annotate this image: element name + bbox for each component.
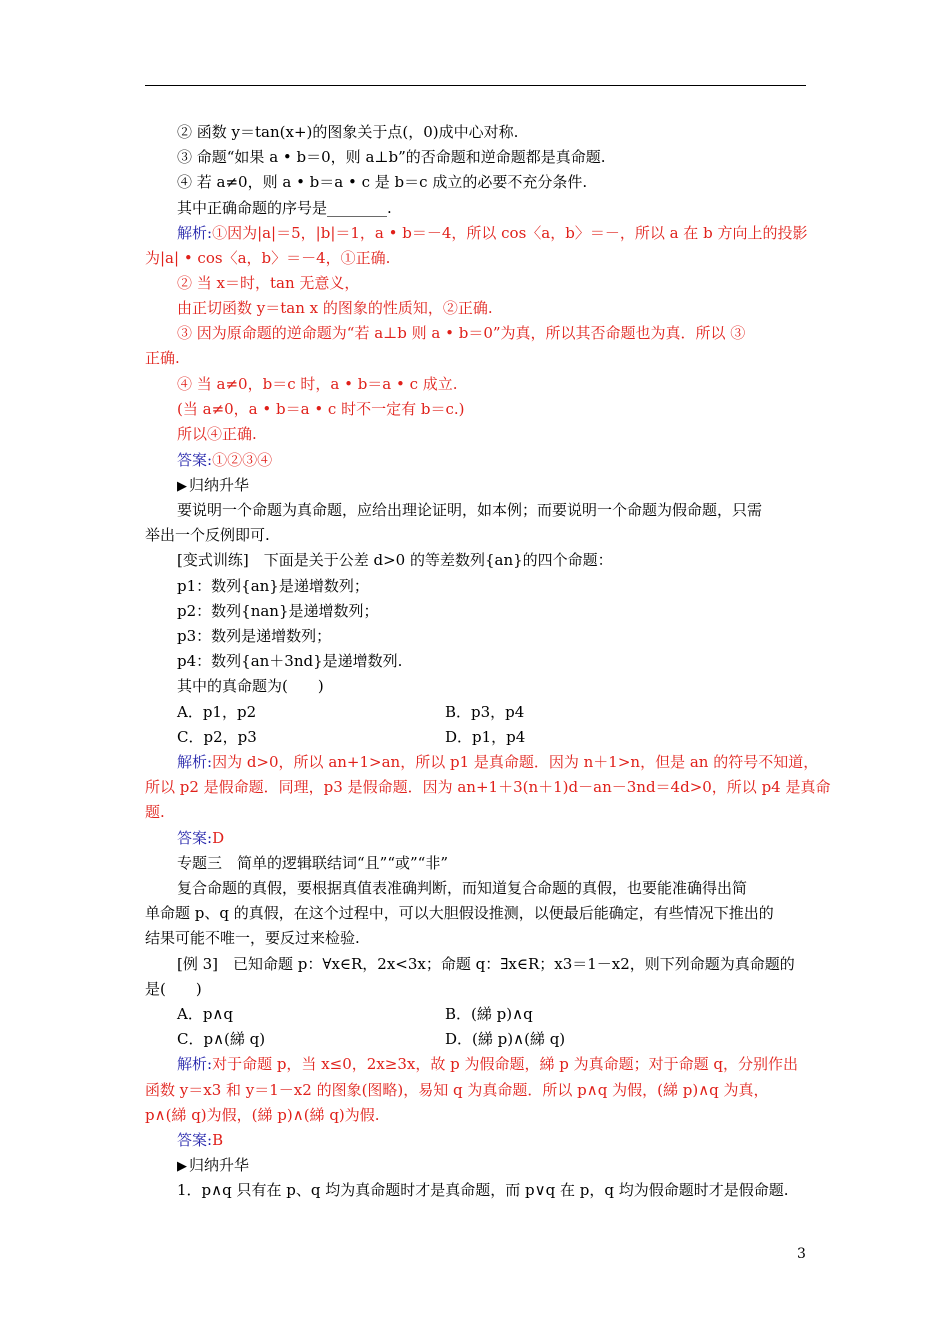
text-line [177,1029,265,1049]
text-line [177,374,458,394]
text-line [177,399,465,419]
text-line [145,525,270,545]
line-text: 归纳升华 [189,476,250,494]
line-text: 要说明一个命题为真命题，应给出理论证明，如本例；而要说明一个命题为假命题，只需 [177,501,763,519]
triangle-icon: ▶ [177,479,187,494]
line-text: C．p∧(綈 q) [177,1030,266,1048]
text-line [145,248,390,268]
line-label: 解析: [177,1055,213,1073]
text-line [145,979,202,999]
line-text: ② 函数 y＝tan(x+)的图象关于点(，0)成中心对称. [177,123,519,141]
line-text: A．p∧q [177,1005,234,1023]
line-text: 由正切函数 y＝tan x 的图象的性质知，②正确. [177,299,493,317]
line-text: 1．p∧q 只有在 p、q 均为真命题时才是真命题，而 p∨q 在 p，q 均为假命题时才是假命题. [177,1181,789,1199]
text-line [177,475,249,497]
line-text: 因为 d>0，所以 an+1>an，所以 p1 是真命题．因为 n＋1>n，但是 an 的符号不知道， [212,753,819,771]
text-line [177,727,257,747]
text-line [177,298,493,318]
text-line [177,853,448,873]
text-line [177,223,807,243]
text-line [145,1080,769,1100]
line-text: 对于命题 p，当 x≤0，2x≥3x，故 p 为假命题，綈 p 为真命题；对于命题 q，分别作出 [212,1055,798,1073]
text-line [177,878,747,898]
line-text: 正确. [145,349,180,367]
line-text: 是( ) [145,980,202,998]
text-line [177,172,587,192]
line-text: [变式训练] 下面是关于公差 d>0 的等差数列{an}的四个命题： [177,551,613,569]
text-line [177,752,818,772]
text-line [177,147,606,167]
line-text: 单命题 p、q 的真假，在这个过程中，可以大胆假设推测，以便最后能确定，有些情况下推出的 [145,904,774,922]
triangle-icon: ▶ [177,1159,187,1174]
text-line [177,828,224,848]
text-line [177,676,324,696]
text-line [177,1054,798,1074]
text-line [445,1004,533,1024]
text-line [177,1004,233,1024]
line-text: C．p2，p3 [177,728,257,746]
text-line [177,954,795,974]
text-line [145,1105,380,1125]
header-rule [145,85,806,86]
line-text: B [212,1131,224,1149]
text-line [445,702,524,722]
line-text: B．(綈 p)∧q [445,1005,533,1023]
line-text: 复合命题的真假，要根据真值表准确判断，而知道复合命题的真假，也要能准确得出简 [177,879,748,897]
line-text: 函数 y＝x3 和 y＝1－x2 的图象(图略)，易知 q 为真命题．所以 p∧q 为假，(綈 p)∧q 为真， [145,1081,769,1099]
line-text: ④ 当 a≠0，b＝c 时，a • b＝a • c 成立. [177,375,458,393]
text-line [177,576,369,596]
line-text: 所以④正确. [177,425,257,443]
text-line [177,601,379,621]
text-line [177,450,272,470]
text-line [177,323,745,343]
line-text: 结果可能不唯一，要反过来检验. [145,929,360,947]
text-line [177,500,762,520]
text-line [145,802,165,822]
line-text: 所以 p2 是假命题．同理，p3 是假命题．因为 an+1＋3(n＋1)d－an－3nd＝4d>0，所以 p4 是真命 [145,778,831,796]
line-text: 其中的真命题为( ) [177,677,324,695]
text-line [177,273,359,293]
line-text: ①②③④ [212,451,273,469]
line-label: 答案: [177,829,213,847]
text-line [145,928,360,948]
line-text: ①因为|a|＝5，|b|＝1，a • b＝－4，所以 cos〈a，b〉＝－，所以 a 在 b 方向上的投影 [212,224,808,242]
line-text: p4：数列{an＋3nd}是递增数列. [177,652,403,670]
page-number: 3 [797,1246,806,1262]
line-text: (当 a≠0，a • b＝a • c 时不一定有 b＝c.) [177,400,465,418]
line-text: p3：数列是递增数列； [177,627,332,645]
text-line [177,122,518,142]
line-text: 其中正确命题的序号是________. [177,199,392,217]
line-text: p∧(綈 q)为假，(綈 p)∧(綈 q)为假. [145,1106,380,1124]
line-text: ② 当 x＝时，tan 无意义， [177,274,360,292]
text-line [177,424,257,444]
line-text: 题. [145,803,165,821]
text-line [145,348,180,368]
text-line [177,651,402,671]
text-line [177,198,392,218]
line-label: 答案: [177,1131,213,1149]
line-text: 专题三 简单的逻辑联结词“且”“或”“非” [177,854,449,872]
line-text: ④ 若 a≠0，则 a • b＝a • c 是 b＝c 成立的必要不充分条件. [177,173,588,191]
text-line [177,550,613,570]
text-line [177,626,331,646]
text-line [445,727,525,747]
text-line [177,1155,249,1177]
line-label: 解析: [177,753,213,771]
line-text: 举出一个反例即可. [145,526,270,544]
line-text: 归纳升华 [189,1156,250,1174]
line-text: D [212,829,225,847]
text-line [177,1180,788,1200]
text-line [145,903,774,923]
line-label: 答案: [177,451,213,469]
line-text: 为|a| • cos〈a，b〉＝－4，①正确. [145,249,391,267]
text-line [177,702,256,722]
line-text: p2：数列{nan}是递增数列； [177,602,379,620]
line-label: 解析: [177,224,213,242]
line-text: D．p1，p4 [445,728,526,746]
line-text: p1：数列{an}是递增数列； [177,577,369,595]
line-text: B．p3，p4 [445,703,525,721]
line-text: A．p1，p2 [177,703,257,721]
line-text: D．(綈 p)∧(綈 q) [445,1030,566,1048]
text-line [145,777,830,797]
line-text: ③ 命题“如果 a • b＝0，则 a⊥b”的否命题和逆命题都是真命题. [177,148,606,166]
line-text: [例 3] 已知命题 p：∀x∈R，2x<3x；命题 q：∃x∈R；x3＝1－x2，则下列命题为真命题的 [177,955,795,973]
text-line [445,1029,565,1049]
text-line [177,1130,223,1150]
line-text: ③ 因为原命题的逆命题为“若 a⊥b 则 a • b＝0”为真，所以其否命题也为真．所以 ③ [177,324,746,342]
